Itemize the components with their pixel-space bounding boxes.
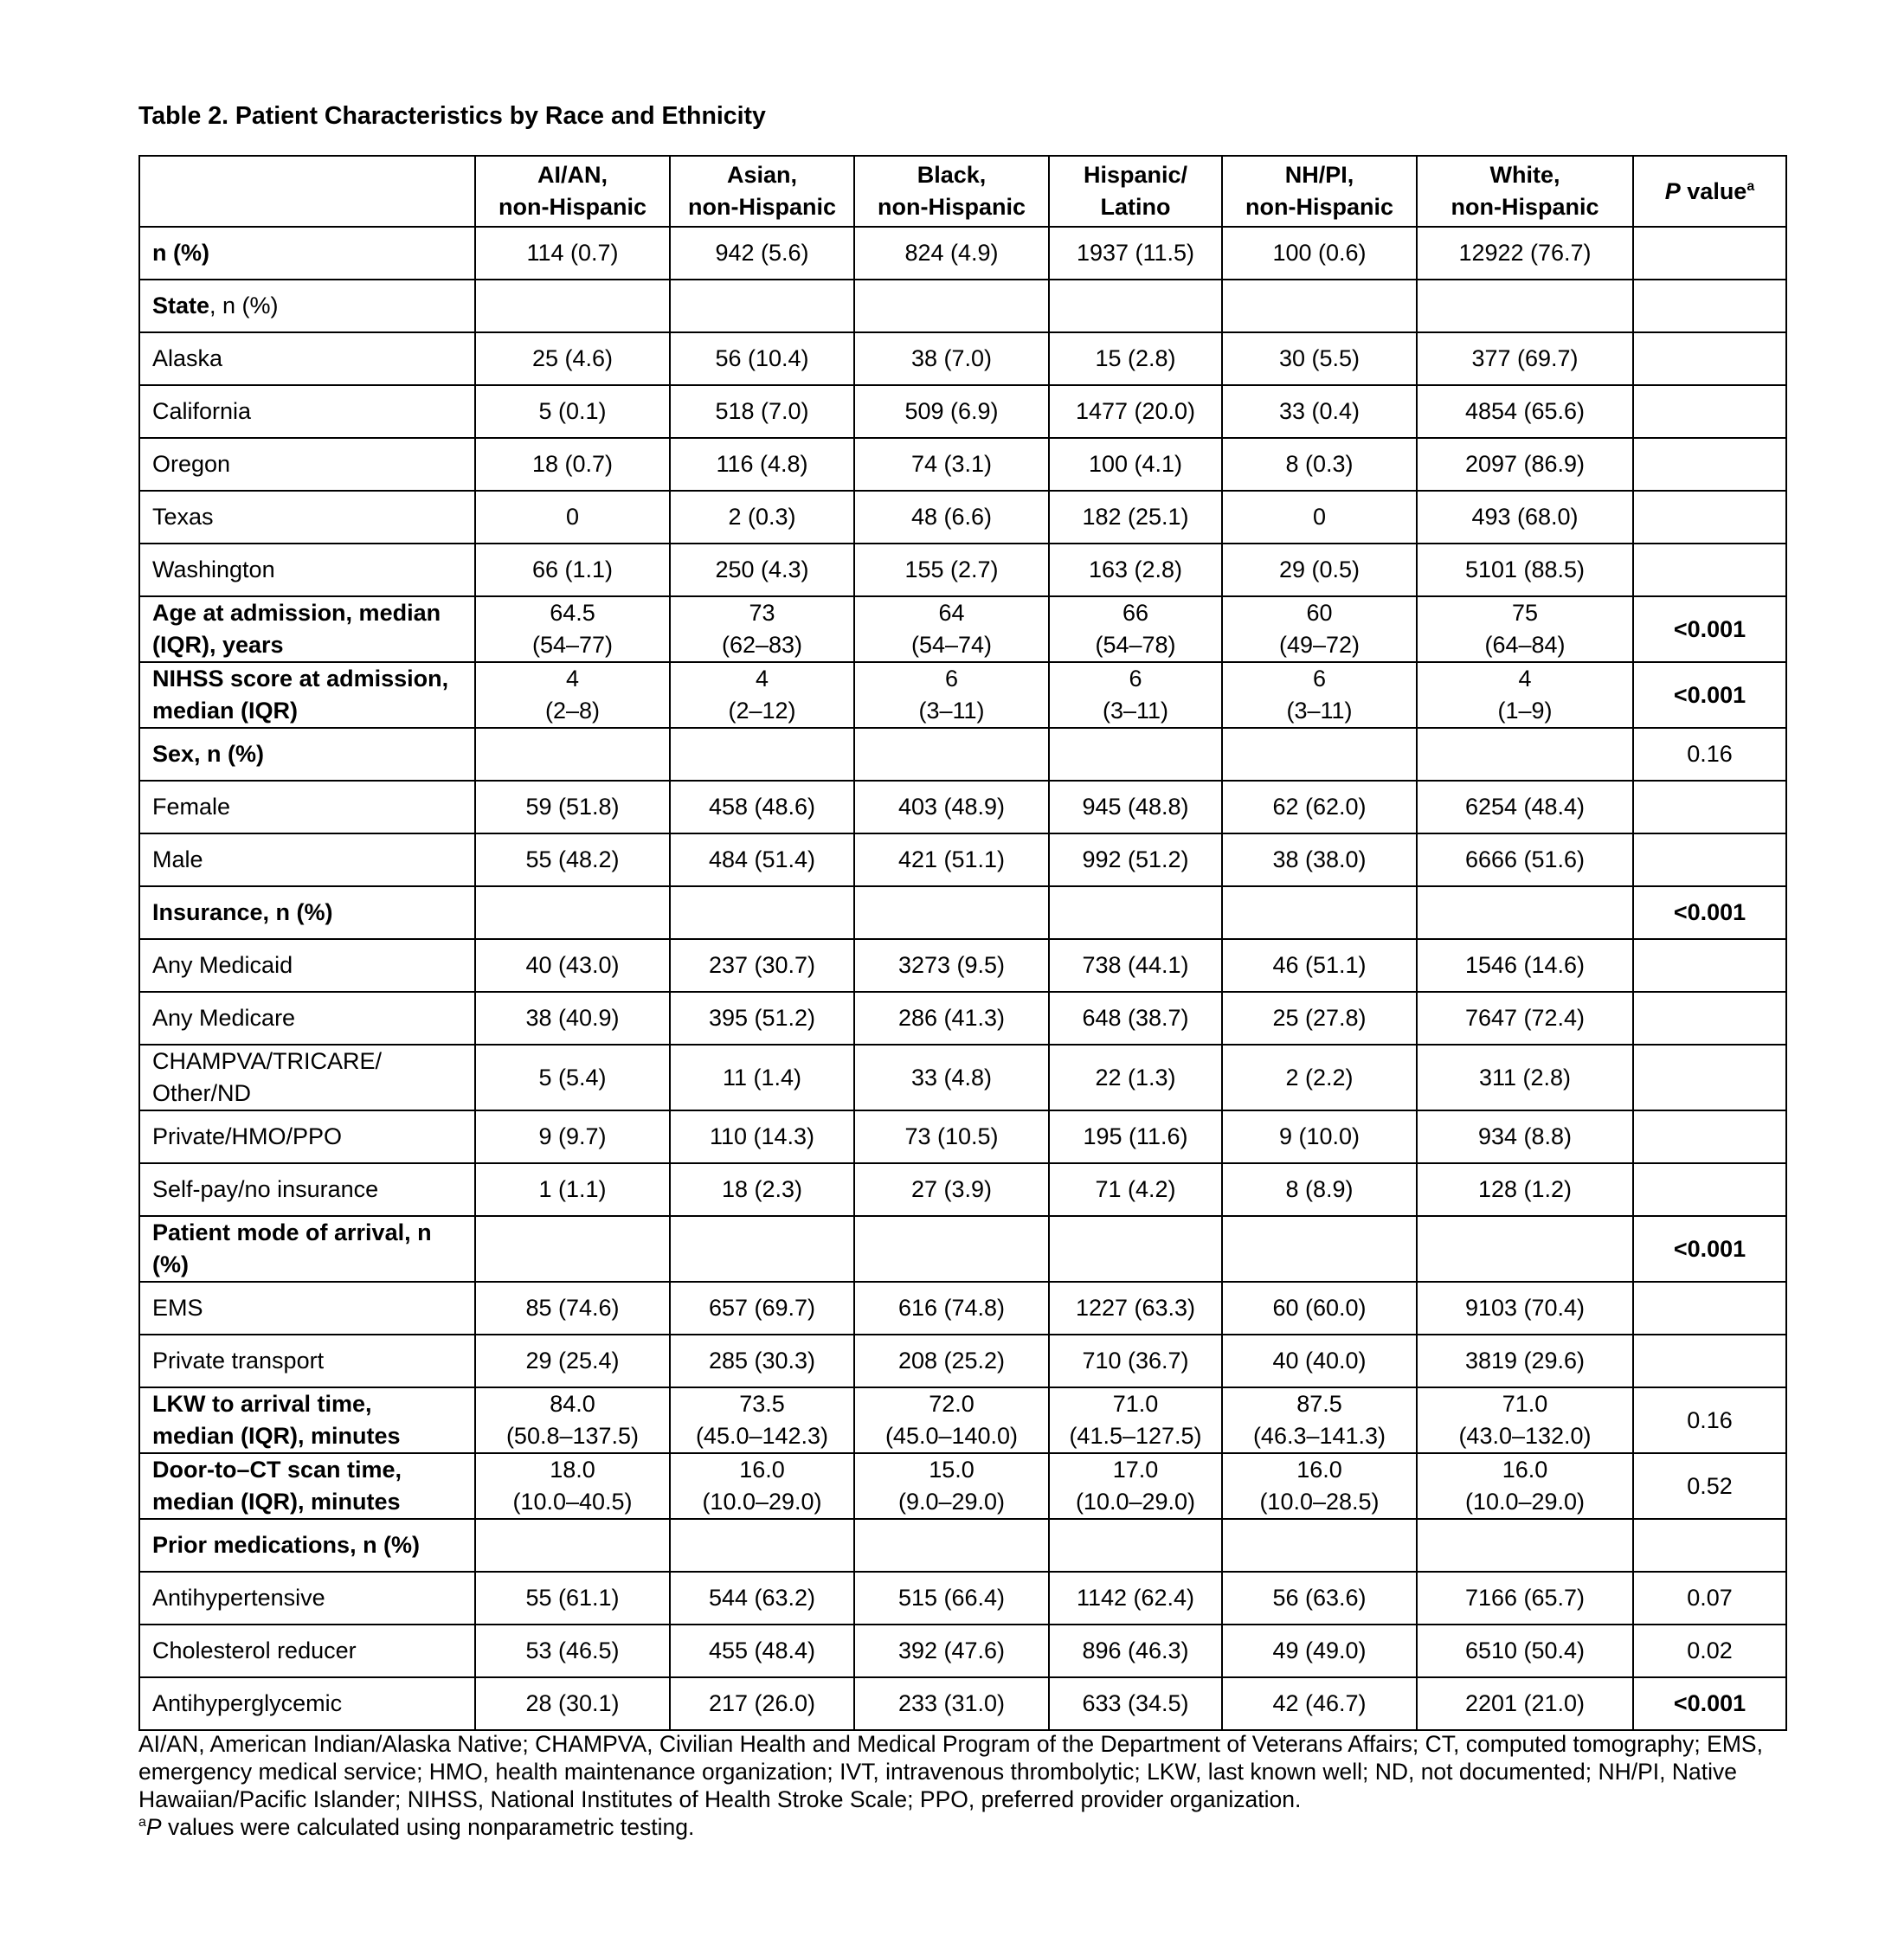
value-cell — [854, 886, 1049, 939]
value-cell: 403 (48.9) — [854, 781, 1049, 833]
value-cell: 1 (1.1) — [475, 1163, 670, 1216]
value-cell: 2201 (21.0) — [1417, 1677, 1633, 1730]
value-cell — [670, 728, 854, 781]
pvalue-cell: 0.52 — [1633, 1453, 1786, 1519]
row-label-cell: Age at admission, median (IQR), years — [139, 596, 475, 662]
pvalue-cell: 0.16 — [1633, 1387, 1786, 1453]
value-cell: 73 (10.5) — [854, 1110, 1049, 1163]
value-cell: 2097 (86.9) — [1417, 438, 1633, 491]
value-cell: 116 (4.8) — [670, 438, 854, 491]
value-cell — [1417, 886, 1633, 939]
value-cell: 16.0 (10.0–29.0) — [1417, 1453, 1633, 1519]
value-cell: 87.5 (46.3–141.3) — [1222, 1387, 1417, 1453]
value-cell: 62 (62.0) — [1222, 781, 1417, 833]
value-cell: 27 (3.9) — [854, 1163, 1049, 1216]
value-cell: 6 (3–11) — [1222, 662, 1417, 728]
value-cell: 38 (7.0) — [854, 332, 1049, 385]
value-cell: 738 (44.1) — [1049, 939, 1222, 992]
pvalue-cell — [1633, 1335, 1786, 1387]
header-col-asian: Asian, non-Hispanic — [670, 156, 854, 227]
value-cell — [1049, 1216, 1222, 1282]
value-cell: 992 (51.2) — [1049, 833, 1222, 886]
value-cell — [1417, 1216, 1633, 1282]
value-cell: 6 (3–11) — [1049, 662, 1222, 728]
value-cell — [475, 1519, 670, 1572]
pvalue-cell — [1633, 438, 1786, 491]
value-cell: 5101 (88.5) — [1417, 544, 1633, 596]
table-row — [139, 227, 1786, 280]
value-cell — [1049, 728, 1222, 781]
header-col-white: White, non-Hispanic — [1417, 156, 1633, 227]
value-cell: 896 (46.3) — [1049, 1625, 1222, 1677]
value-cell: 4 (2–8) — [475, 662, 670, 728]
value-cell: 458 (48.6) — [670, 781, 854, 833]
value-cell: 4 (1–9) — [1417, 662, 1633, 728]
value-cell: 4854 (65.6) — [1417, 385, 1633, 438]
table-row — [139, 833, 1786, 886]
pvalue-cell — [1633, 1519, 1786, 1572]
value-cell: 18 (2.3) — [670, 1163, 854, 1216]
value-cell: 18 (0.7) — [475, 438, 670, 491]
pvalue-cell — [1633, 781, 1786, 833]
table-row — [139, 1387, 1786, 1453]
pvalue-cell: <0.001 — [1633, 1677, 1786, 1730]
value-cell: 1937 (11.5) — [1049, 227, 1222, 280]
value-cell: 48 (6.6) — [854, 491, 1049, 544]
value-cell: 71.0 (41.5–127.5) — [1049, 1387, 1222, 1453]
value-cell: 40 (43.0) — [475, 939, 670, 992]
value-cell: 392 (47.6) — [854, 1625, 1049, 1677]
value-cell: 4 (2–12) — [670, 662, 854, 728]
header-col-aian: AI/AN, non-Hispanic — [475, 156, 670, 227]
value-cell: 85 (74.6) — [475, 1282, 670, 1335]
value-cell: 33 (4.8) — [854, 1045, 1049, 1110]
value-cell: 53 (46.5) — [475, 1625, 670, 1677]
value-cell: 128 (1.2) — [1417, 1163, 1633, 1216]
value-cell: 60 (49–72) — [1222, 596, 1417, 662]
pvalue-cell: 0.16 — [1633, 728, 1786, 781]
table-row — [139, 992, 1786, 1045]
value-cell: 824 (4.9) — [854, 227, 1049, 280]
value-cell: 60 (60.0) — [1222, 1282, 1417, 1335]
value-cell: 217 (26.0) — [670, 1677, 854, 1730]
value-cell: 38 (38.0) — [1222, 833, 1417, 886]
row-label-cell: Self-pay/no insurance — [139, 1163, 475, 1216]
value-cell: 484 (51.4) — [670, 833, 854, 886]
value-cell: 0 — [475, 491, 670, 544]
table-row — [139, 596, 1786, 662]
value-cell — [854, 280, 1049, 332]
row-label-cell: Antihyperglycemic — [139, 1677, 475, 1730]
row-label-cell: Female — [139, 781, 475, 833]
value-cell: 7647 (72.4) — [1417, 992, 1633, 1045]
value-cell — [1222, 886, 1417, 939]
value-cell: 100 (4.1) — [1049, 438, 1222, 491]
value-cell: 5 (5.4) — [475, 1045, 670, 1110]
value-cell: 84.0 (50.8–137.5) — [475, 1387, 670, 1453]
value-cell: 421 (51.1) — [854, 833, 1049, 886]
value-cell — [475, 886, 670, 939]
value-cell: 942 (5.6) — [670, 227, 854, 280]
table-row — [139, 1045, 1786, 1110]
value-cell: 208 (25.2) — [854, 1335, 1049, 1387]
value-cell: 56 (10.4) — [670, 332, 854, 385]
value-cell: 710 (36.7) — [1049, 1335, 1222, 1387]
value-cell — [1222, 1519, 1417, 1572]
value-cell: 15 (2.8) — [1049, 332, 1222, 385]
value-cell: 17.0 (10.0–29.0) — [1049, 1453, 1222, 1519]
table-row — [139, 1110, 1786, 1163]
row-label-cell: Washington — [139, 544, 475, 596]
value-cell: 6510 (50.4) — [1417, 1625, 1633, 1677]
pvalue-cell: <0.001 — [1633, 662, 1786, 728]
value-cell: 250 (4.3) — [670, 544, 854, 596]
table-row — [139, 939, 1786, 992]
row-label-cell: LKW to arrival time, median (IQR), minutes — [139, 1387, 475, 1453]
pvalue-note: $^a$P values were calculated using nonparametric testing. — [138, 1814, 695, 1840]
value-cell: 0 — [1222, 491, 1417, 544]
value-cell: 395 (51.2) — [670, 992, 854, 1045]
value-cell: 455 (48.4) — [670, 1625, 854, 1677]
header-row — [139, 156, 1786, 227]
value-cell — [670, 280, 854, 332]
pvalue-cell: <0.001 — [1633, 886, 1786, 939]
value-cell — [475, 1216, 670, 1282]
value-cell: 1142 (62.4) — [1049, 1572, 1222, 1625]
value-cell — [475, 728, 670, 781]
value-cell: 233 (31.0) — [854, 1677, 1049, 1730]
table-row — [139, 1335, 1786, 1387]
value-cell: 163 (2.8) — [1049, 544, 1222, 596]
value-cell: 2 (0.3) — [670, 491, 854, 544]
pvalue-cell — [1633, 992, 1786, 1045]
row-label-cell: Oregon — [139, 438, 475, 491]
value-cell: 1546 (14.6) — [1417, 939, 1633, 992]
value-cell — [854, 1216, 1049, 1282]
table-row — [139, 662, 1786, 728]
abbreviations-note: AI/AN, American Indian/Alaska Native; CHAMPVA, Civilian Health and Medical Program of the Department of Veterans Affairs; CT, computed tomography; EMS, emergency medical service; HMO, health maintenance organization; IVT, intravenous thrombolytic; LKW, last known well; ND, not documented; NH/PI, Native Hawaiian/Pacific Islander; NIHSS, National Institutes of Health Stroke Scale; PPO, preferred provider organization. — [138, 1731, 1763, 1812]
value-cell: 15.0 (9.0–29.0) — [854, 1453, 1049, 1519]
pvalue-cell — [1633, 385, 1786, 438]
value-cell: 72.0 (45.0–140.0) — [854, 1387, 1049, 1453]
value-cell: 29 (0.5) — [1222, 544, 1417, 596]
value-cell: 5 (0.1) — [475, 385, 670, 438]
value-cell: 9103 (70.4) — [1417, 1282, 1633, 1335]
table-row — [139, 385, 1786, 438]
row-label-cell: Private transport — [139, 1335, 475, 1387]
row-label-cell: Male — [139, 833, 475, 886]
value-cell — [854, 728, 1049, 781]
table-row — [139, 886, 1786, 939]
row-label-cell: Texas — [139, 491, 475, 544]
row-label-cell: Door-to–CT scan time, median (IQR), minutes — [139, 1453, 475, 1519]
value-cell: 100 (0.6) — [1222, 227, 1417, 280]
pvalue-cell — [1633, 939, 1786, 992]
value-cell — [854, 1519, 1049, 1572]
table-row — [139, 544, 1786, 596]
row-label-cell: Any Medicare — [139, 992, 475, 1045]
value-cell — [1049, 1519, 1222, 1572]
value-cell: 12922 (76.7) — [1417, 227, 1633, 280]
value-cell: 515 (66.4) — [854, 1572, 1049, 1625]
value-cell: 56 (63.6) — [1222, 1572, 1417, 1625]
value-cell: 73.5 (45.0–142.3) — [670, 1387, 854, 1453]
header-col-nhpi: NH/PI, non-Hispanic — [1222, 156, 1417, 227]
value-cell: 518 (7.0) — [670, 385, 854, 438]
value-cell: 73 (62–83) — [670, 596, 854, 662]
table-row — [139, 728, 1786, 781]
value-cell: 6 (3–11) — [854, 662, 1049, 728]
value-cell — [670, 886, 854, 939]
value-cell: 11 (1.4) — [670, 1045, 854, 1110]
value-cell: 7166 (65.7) — [1417, 1572, 1633, 1625]
value-cell — [1222, 728, 1417, 781]
header-col-hispanic: Hispanic/ Latino — [1049, 156, 1222, 227]
value-cell: 25 (4.6) — [475, 332, 670, 385]
table-row — [139, 781, 1786, 833]
value-cell: 9 (10.0) — [1222, 1110, 1417, 1163]
value-cell: 6666 (51.6) — [1417, 833, 1633, 886]
table-title: Table 2. Patient Characteristics by Race and Ethnicity — [138, 102, 766, 130]
value-cell — [1049, 886, 1222, 939]
value-cell: 155 (2.7) — [854, 544, 1049, 596]
value-cell: 114 (0.7) — [475, 227, 670, 280]
value-cell — [670, 1216, 854, 1282]
value-cell: 66 (1.1) — [475, 544, 670, 596]
value-cell: 29 (25.4) — [475, 1335, 670, 1387]
pvalue-cell — [1633, 280, 1786, 332]
value-cell: 71 (4.2) — [1049, 1163, 1222, 1216]
table-row — [139, 438, 1786, 491]
pvalue-cell — [1633, 544, 1786, 596]
table-row — [139, 280, 1786, 332]
value-cell — [1417, 728, 1633, 781]
value-cell: 25 (27.8) — [1222, 992, 1417, 1045]
value-cell: 64 (54–74) — [854, 596, 1049, 662]
value-cell: 195 (11.6) — [1049, 1110, 1222, 1163]
value-cell: 75 (64–84) — [1417, 596, 1633, 662]
value-cell — [670, 1519, 854, 1572]
value-cell: 74 (3.1) — [854, 438, 1049, 491]
value-cell: 2 (2.2) — [1222, 1045, 1417, 1110]
row-label-cell: Private/HMO/PPO — [139, 1110, 475, 1163]
value-cell: 33 (0.4) — [1222, 385, 1417, 438]
value-cell: 55 (61.1) — [475, 1572, 670, 1625]
pvalue-cell: 0.07 — [1633, 1572, 1786, 1625]
characteristics-table — [138, 155, 1787, 1731]
row-label-cell: State, n (%) — [139, 280, 475, 332]
value-cell: 6254 (48.4) — [1417, 781, 1633, 833]
row-label-cell: Prior medications, n (%) — [139, 1519, 475, 1572]
header-col-black: Black, non-Hispanic — [854, 156, 1049, 227]
value-cell — [1417, 280, 1633, 332]
value-cell — [1222, 280, 1417, 332]
table-row — [139, 332, 1786, 385]
value-cell: 30 (5.5) — [1222, 332, 1417, 385]
value-cell: 49 (49.0) — [1222, 1625, 1417, 1677]
row-label-cell: Cholesterol reducer — [139, 1625, 475, 1677]
value-cell: 616 (74.8) — [854, 1282, 1049, 1335]
value-cell — [1049, 280, 1222, 332]
value-cell: 46 (51.1) — [1222, 939, 1417, 992]
pvalue-cell — [1633, 833, 1786, 886]
value-cell: 71.0 (43.0–132.0) — [1417, 1387, 1633, 1453]
value-cell: 1227 (63.3) — [1049, 1282, 1222, 1335]
value-cell: 934 (8.8) — [1417, 1110, 1633, 1163]
table-footnotes — [138, 1730, 1826, 1841]
row-label-cell: Any Medicaid — [139, 939, 475, 992]
value-cell: 22 (1.3) — [1049, 1045, 1222, 1110]
table-row — [139, 1453, 1786, 1519]
value-cell: 3819 (29.6) — [1417, 1335, 1633, 1387]
pvalue-cell — [1633, 1282, 1786, 1335]
row-label-cell: NIHSS score at admission, median (IQR) — [139, 662, 475, 728]
pvalue-cell — [1633, 227, 1786, 280]
value-cell: 8 (0.3) — [1222, 438, 1417, 491]
table-row — [139, 1282, 1786, 1335]
pvalue-cell: <0.001 — [1633, 596, 1786, 662]
value-cell — [1417, 1519, 1633, 1572]
value-cell: 16.0 (10.0–28.5) — [1222, 1453, 1417, 1519]
row-label-cell: n (%) — [139, 227, 475, 280]
value-cell: 110 (14.3) — [670, 1110, 854, 1163]
pvalue-cell — [1633, 491, 1786, 544]
value-cell: 311 (2.8) — [1417, 1045, 1633, 1110]
table-row — [139, 1216, 1786, 1282]
row-label-cell: EMS — [139, 1282, 475, 1335]
pvalue-cell — [1633, 1110, 1786, 1163]
header-blank — [139, 156, 475, 227]
table-row — [139, 1572, 1786, 1625]
pvalue-cell — [1633, 1163, 1786, 1216]
value-cell: 377 (69.7) — [1417, 332, 1633, 385]
value-cell: 657 (69.7) — [670, 1282, 854, 1335]
pvalue-cell: 0.02 — [1633, 1625, 1786, 1677]
row-label-cell: Antihypertensive — [139, 1572, 475, 1625]
pvalue-cell: <0.001 — [1633, 1216, 1786, 1282]
row-label-cell: California — [139, 385, 475, 438]
value-cell: 182 (25.1) — [1049, 491, 1222, 544]
value-cell: 28 (30.1) — [475, 1677, 670, 1730]
value-cell: 3273 (9.5) — [854, 939, 1049, 992]
value-cell — [1222, 1216, 1417, 1282]
value-cell: 9 (9.7) — [475, 1110, 670, 1163]
value-cell: 945 (48.8) — [1049, 781, 1222, 833]
value-cell: 633 (34.5) — [1049, 1677, 1222, 1730]
value-cell: 8 (8.9) — [1222, 1163, 1417, 1216]
row-label-cell: CHAMPVA/TRICARE/ Other/ND — [139, 1045, 475, 1110]
pvalue-cell — [1633, 332, 1786, 385]
value-cell: 66 (54–78) — [1049, 596, 1222, 662]
value-cell: 648 (38.7) — [1049, 992, 1222, 1045]
value-cell: 1477 (20.0) — [1049, 385, 1222, 438]
table-row — [139, 1677, 1786, 1730]
value-cell: 493 (68.0) — [1417, 491, 1633, 544]
value-cell: 16.0 (10.0–29.0) — [670, 1453, 854, 1519]
row-label-cell: Alaska — [139, 332, 475, 385]
value-cell: 286 (41.3) — [854, 992, 1049, 1045]
value-cell: 38 (40.9) — [475, 992, 670, 1045]
row-label-cell: Insurance, n (%) — [139, 886, 475, 939]
value-cell: 64.5 (54–77) — [475, 596, 670, 662]
pvalue-cell — [1633, 1045, 1786, 1110]
table-row — [139, 491, 1786, 544]
value-cell: 42 (46.7) — [1222, 1677, 1417, 1730]
row-label-cell: Sex, n (%) — [139, 728, 475, 781]
value-cell: 55 (48.2) — [475, 833, 670, 886]
row-label-cell: Patient mode of arrival, n (%) — [139, 1216, 475, 1282]
value-cell — [475, 280, 670, 332]
table-row — [139, 1163, 1786, 1216]
value-cell: 18.0 (10.0–40.5) — [475, 1453, 670, 1519]
value-cell: 237 (30.7) — [670, 939, 854, 992]
value-cell: 544 (63.2) — [670, 1572, 854, 1625]
header-col-pvalue: P value$^a$ — [1633, 156, 1786, 227]
value-cell: 59 (51.8) — [475, 781, 670, 833]
table-row — [139, 1625, 1786, 1677]
table-row — [139, 1519, 1786, 1572]
value-cell: 285 (30.3) — [670, 1335, 854, 1387]
value-cell: 509 (6.9) — [854, 385, 1049, 438]
value-cell: 40 (40.0) — [1222, 1335, 1417, 1387]
